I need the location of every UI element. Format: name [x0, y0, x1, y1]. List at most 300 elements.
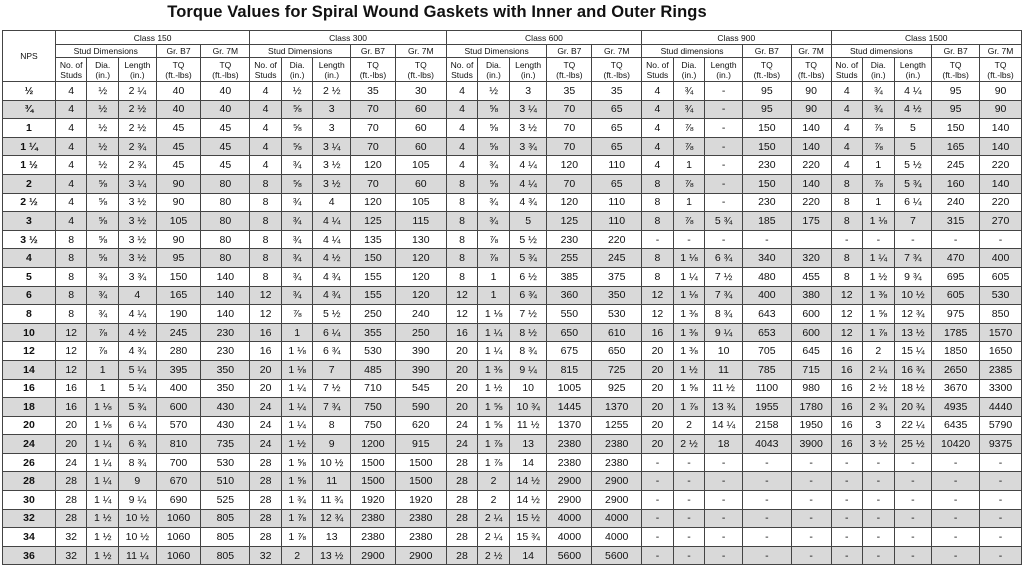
table-cell: 1 ½ — [281, 435, 313, 454]
table-cell: 60 — [395, 100, 446, 119]
table-cell: 1 ⅝ — [281, 453, 313, 472]
table-cell: - — [673, 491, 705, 510]
table-cell: 25 ½ — [894, 435, 932, 454]
table-cell: 380 — [791, 286, 831, 305]
table-cell: 550 — [547, 305, 592, 324]
table-cell: 220 — [592, 230, 642, 249]
table-cell: ⅞ — [87, 323, 119, 342]
table-cell: 4043 — [742, 435, 791, 454]
table-cell: 4 — [642, 156, 674, 175]
table-cell: 240 — [932, 193, 980, 212]
table-cell: 8 — [446, 174, 478, 193]
table-row — [3, 100, 1022, 119]
table-cell: 240 — [395, 305, 446, 324]
table-cell: 24 — [446, 416, 478, 435]
table-cell: 80 — [201, 193, 250, 212]
table-cell: 1370 — [547, 416, 592, 435]
table-cell: 5 ½ — [509, 230, 547, 249]
table-cell: 675 — [547, 342, 592, 361]
table-cell: 15 ½ — [509, 509, 547, 528]
table-row — [3, 323, 1022, 342]
table-cell: 2 ½ — [863, 379, 895, 398]
table-cell: ⅞ — [673, 212, 705, 231]
sub-header-line: (in.) — [905, 69, 921, 80]
sub-header — [250, 58, 282, 82]
table-cell: 1650 — [980, 342, 1022, 361]
table-cell: 1570 — [980, 323, 1022, 342]
table-cell: 2 — [673, 416, 705, 435]
table-cell: - — [932, 491, 980, 510]
table-cell: - — [705, 472, 743, 491]
nps-cell: 1 ¼ — [3, 137, 56, 156]
table-cell: 9 ¾ — [894, 267, 932, 286]
table-cell: 4000 — [592, 509, 642, 528]
table-cell: 185 — [742, 212, 791, 231]
table-cell: 65 — [592, 100, 642, 119]
table-cell: - — [705, 156, 743, 175]
table-cell: 8 — [55, 267, 87, 286]
table-cell: 255 — [547, 249, 592, 268]
table-cell: 160 — [932, 174, 980, 193]
table-cell: 4 ¾ — [313, 286, 351, 305]
table-cell: - — [642, 453, 674, 472]
table-cell: 90 — [156, 230, 201, 249]
table-cell: 220 — [791, 156, 831, 175]
table-cell: 105 — [156, 212, 201, 231]
table-cell: 5 ¼ — [119, 379, 157, 398]
table-cell: - — [705, 100, 743, 119]
table-cell: 35 — [351, 82, 396, 101]
table-cell: 2900 — [547, 491, 592, 510]
table-cell: 5 ½ — [313, 305, 351, 324]
table-cell: 20 — [446, 398, 478, 417]
sub-header-line: Studs — [835, 69, 858, 80]
table-cell: - — [742, 491, 791, 510]
table-cell: - — [791, 472, 831, 491]
table-cell: ⅞ — [673, 137, 705, 156]
sub-header-line: (in.) — [324, 69, 340, 80]
table-cell: 1920 — [351, 491, 396, 510]
table-cell: 3 ¼ — [313, 137, 351, 156]
table-cell: 320 — [791, 249, 831, 268]
table-cell: 510 — [201, 472, 250, 491]
table-cell: 3900 — [791, 435, 831, 454]
table-cell: 2380 — [547, 435, 592, 454]
table-cell: 110 — [592, 156, 642, 175]
table-cell: 8 — [831, 193, 863, 212]
table-cell: 90 — [791, 100, 831, 119]
table-cell: 1255 — [592, 416, 642, 435]
table-cell: 8 — [446, 193, 478, 212]
table-row — [3, 398, 1022, 417]
table-cell: 8 — [446, 249, 478, 268]
table-cell: 16 — [250, 342, 282, 361]
table-cell: 8 — [642, 193, 674, 212]
table-cell: 14 ½ — [509, 472, 547, 491]
sub-header-line: (ft.-lbs) — [603, 69, 630, 80]
table-cell: 1 ¼ — [281, 398, 313, 417]
table-cell: - — [673, 509, 705, 528]
table-cell: 8 ¾ — [119, 453, 157, 472]
table-cell: 150 — [742, 119, 791, 138]
table-cell: 2900 — [351, 546, 396, 565]
table-cell: 230 — [742, 156, 791, 175]
table-cell: 7 ½ — [705, 267, 743, 286]
page-title: Torque Values for Spiral Wound Gaskets with Inner and Outer Rings — [167, 3, 707, 21]
table-cell: 2 — [863, 342, 895, 361]
table-cell: 10 ¾ — [509, 398, 547, 417]
table-cell: 4 — [642, 137, 674, 156]
table-cell: 2380 — [395, 509, 446, 528]
table-cell: 65 — [592, 137, 642, 156]
sub-header — [351, 58, 396, 82]
table-cell: - — [705, 528, 743, 547]
table-cell: 530 — [592, 305, 642, 324]
table-cell: 4935 — [932, 398, 980, 417]
table-cell: 8 ¾ — [509, 342, 547, 361]
table-cell: 65 — [592, 119, 642, 138]
table-cell: - — [705, 174, 743, 193]
table-cell: 5 ½ — [894, 156, 932, 175]
table-cell: 3 ½ — [863, 435, 895, 454]
table-cell: - — [642, 472, 674, 491]
sub-header — [592, 58, 642, 82]
table-cell: ¾ — [281, 212, 313, 231]
table-cell: 1 — [863, 193, 895, 212]
table-cell: 70 — [547, 137, 592, 156]
sub-header-line: Dia. — [289, 59, 305, 70]
table-cell: 1 ¼ — [281, 416, 313, 435]
table-cell: 35 — [547, 82, 592, 101]
table-cell: 1060 — [156, 528, 201, 547]
table-cell: ⅝ — [87, 249, 119, 268]
nps-cell: 34 — [3, 528, 56, 547]
table-cell: 12 ¾ — [894, 305, 932, 324]
table-cell: 815 — [547, 360, 592, 379]
table-cell: 6 ¾ — [705, 249, 743, 268]
table-cell: 11 ¾ — [313, 491, 351, 510]
table-cell: 1 ⅛ — [673, 286, 705, 305]
table-cell: 13 — [313, 528, 351, 547]
table-cell: 40 — [156, 100, 201, 119]
table-cell: 8 — [250, 212, 282, 231]
nps-cell: 1 — [3, 119, 56, 138]
table-cell: 1955 — [742, 398, 791, 417]
table-cell: 4 ½ — [313, 249, 351, 268]
table-cell: 250 — [351, 305, 396, 324]
table-cell: 1 — [673, 193, 705, 212]
sub-header-line: (ft.-lbs) — [987, 69, 1014, 80]
class-header: Class 600 — [446, 31, 641, 45]
table-cell: 620 — [395, 416, 446, 435]
sub-header-line: TQ — [610, 59, 623, 70]
table-cell: 4 — [831, 100, 863, 119]
table-cell: 1 ⅛ — [478, 305, 510, 324]
table-cell: 710 — [351, 379, 396, 398]
table-cell: 135 — [351, 230, 396, 249]
table-cell: 3 ½ — [119, 193, 157, 212]
table-cell: 20 — [55, 416, 87, 435]
table-cell: 12 — [446, 305, 478, 324]
stud-dimensions-header: Stud dimensions — [642, 45, 743, 58]
table-cell: 4 — [642, 82, 674, 101]
table-cell: 6435 — [932, 416, 980, 435]
table-cell: 8 — [250, 193, 282, 212]
table-cell: 3 ½ — [119, 230, 157, 249]
nps-cell: ½ — [3, 82, 56, 101]
grade-b7-header: Gr. B7 — [742, 45, 791, 58]
table-cell: 120 — [395, 267, 446, 286]
table-cell: - — [894, 472, 932, 491]
table-cell: 28 — [250, 453, 282, 472]
table-cell: 750 — [351, 398, 396, 417]
table-cell: 1 ¼ — [863, 249, 895, 268]
class-header: Class 900 — [642, 31, 831, 45]
table-row — [3, 546, 1022, 565]
table-cell: 16 — [831, 398, 863, 417]
sub-header-line: (in.) — [95, 69, 111, 80]
table-cell: 2900 — [592, 472, 642, 491]
table-cell: 350 — [201, 360, 250, 379]
nps-cell: 36 — [3, 546, 56, 565]
table-cell: 20 — [642, 379, 674, 398]
sub-header-line: (in.) — [681, 69, 697, 80]
table-row — [3, 267, 1022, 286]
table-cell: 3300 — [980, 379, 1022, 398]
table-cell: 11 ¼ — [119, 546, 157, 565]
sub-header-line: TQ — [949, 59, 962, 70]
table-cell: ¾ — [281, 267, 313, 286]
table-cell: 4 — [446, 82, 478, 101]
table-cell: 11 ½ — [509, 416, 547, 435]
table-cell: 8 — [831, 174, 863, 193]
table-cell: - — [742, 453, 791, 472]
table-cell: - — [673, 230, 705, 249]
table-cell: 430 — [201, 398, 250, 417]
table-cell: 70 — [547, 119, 592, 138]
table-cell: 70 — [351, 119, 396, 138]
table-cell: 2380 — [592, 453, 642, 472]
table-cell: ½ — [87, 100, 119, 119]
table-cell: 2 ½ — [313, 82, 351, 101]
table-cell: 8 — [55, 305, 87, 324]
table-cell: 850 — [980, 305, 1022, 324]
table-cell: 1 ⅜ — [673, 342, 705, 361]
table-cell: 18 — [705, 435, 743, 454]
table-cell: 5 ¼ — [119, 360, 157, 379]
table-cell: 80 — [201, 230, 250, 249]
table-cell: 115 — [395, 212, 446, 231]
table-cell: 525 — [201, 491, 250, 510]
table-cell: 600 — [156, 398, 201, 417]
sub-header-line: TQ — [805, 59, 818, 70]
table-cell: 28 — [446, 528, 478, 547]
table-cell: 1 ⅜ — [673, 305, 705, 324]
table-cell: 95 — [156, 249, 201, 268]
table-cell: 150 — [156, 267, 201, 286]
table-body — [3, 82, 1022, 565]
table-cell: 140 — [201, 305, 250, 324]
table-cell: ⅞ — [673, 174, 705, 193]
table-cell: 190 — [156, 305, 201, 324]
table-cell: - — [863, 453, 895, 472]
table-cell: 220 — [980, 193, 1022, 212]
table-cell: 3 — [509, 82, 547, 101]
table-cell: 1 ⅛ — [281, 360, 313, 379]
nps-cell: 6 — [3, 286, 56, 305]
table-cell: 3 ¼ — [119, 174, 157, 193]
table-cell: 355 — [351, 323, 396, 342]
table-cell: 1500 — [395, 453, 446, 472]
table-cell: ½ — [478, 82, 510, 101]
sub-header — [119, 58, 157, 82]
nps-cell: 10 — [3, 323, 56, 342]
table-cell: 20 — [250, 379, 282, 398]
table-cell: 530 — [980, 286, 1022, 305]
table-cell: 1005 — [547, 379, 592, 398]
table-cell: 8 — [250, 174, 282, 193]
table-cell: 7 ½ — [313, 379, 351, 398]
table-cell: 220 — [980, 156, 1022, 175]
sub-header — [313, 58, 351, 82]
table-cell: ½ — [87, 137, 119, 156]
table-cell: 4 ¼ — [509, 156, 547, 175]
table-cell: 1 ⅛ — [673, 249, 705, 268]
table-cell: 22 ¼ — [894, 416, 932, 435]
table-cell: 8 — [642, 174, 674, 193]
table-cell: 530 — [351, 342, 396, 361]
table-cell: 150 — [932, 119, 980, 138]
table-cell: 925 — [592, 379, 642, 398]
table-cell: 60 — [395, 174, 446, 193]
table-row — [3, 491, 1022, 510]
table-cell: 7 — [313, 360, 351, 379]
table-cell: 8 — [446, 212, 478, 231]
table-cell: 60 — [395, 119, 446, 138]
nps-cell: 16 — [3, 379, 56, 398]
table-cell: 1 ⅝ — [478, 398, 510, 417]
table-cell: 395 — [156, 360, 201, 379]
table-cell: - — [791, 453, 831, 472]
table-cell: 400 — [742, 286, 791, 305]
table-cell: ⅝ — [87, 174, 119, 193]
table-cell: 4 — [55, 212, 87, 231]
table-cell: 8 — [250, 249, 282, 268]
table-cell: 40 — [201, 100, 250, 119]
table-cell: 80 — [201, 212, 250, 231]
table-cell: 805 — [201, 546, 250, 565]
grade-b7-header: Gr. B7 — [547, 45, 592, 58]
table-row — [3, 509, 1022, 528]
table-cell: ⅝ — [281, 100, 313, 119]
table-cell: 10 ½ — [313, 453, 351, 472]
table-cell: 705 — [742, 342, 791, 361]
table-cell: 30 — [395, 82, 446, 101]
table-cell: 9 — [119, 472, 157, 491]
sub-header — [980, 58, 1022, 82]
table-cell: 12 — [250, 305, 282, 324]
table-cell: 3 ¾ — [119, 267, 157, 286]
table-cell: 4 — [446, 137, 478, 156]
table-cell: ¾ — [478, 156, 510, 175]
table-cell: 20 — [250, 360, 282, 379]
table-cell: 70 — [547, 174, 592, 193]
table-cell: 20 ¾ — [894, 398, 932, 417]
table-cell: 120 — [547, 193, 592, 212]
table-cell: - — [980, 230, 1022, 249]
table-cell: 230 — [201, 342, 250, 361]
table-cell: - — [863, 528, 895, 547]
table-cell: ¾ — [281, 230, 313, 249]
table-cell: 12 — [250, 286, 282, 305]
table-cell: - — [705, 82, 743, 101]
sub-header-line: (ft.-lbs) — [407, 69, 434, 80]
sub-header-line: (ft.-lbs) — [165, 69, 192, 80]
grade-7m-header: Gr. 7M — [592, 45, 642, 58]
table-cell: - — [831, 453, 863, 472]
table-cell: 10 ½ — [119, 528, 157, 547]
table-cell: 13 ½ — [313, 546, 351, 565]
table-cell: 24 — [446, 435, 478, 454]
table-cell: 1500 — [395, 472, 446, 491]
sub-header-line: Dia. — [681, 59, 697, 70]
table-cell: 13 ¾ — [705, 398, 743, 417]
table-cell: - — [980, 546, 1022, 565]
table-cell: ⅝ — [281, 174, 313, 193]
sub-header — [478, 58, 510, 82]
sub-header — [201, 58, 250, 82]
table-cell: 28 — [55, 509, 87, 528]
table-cell: 11 — [705, 360, 743, 379]
table-cell: 2380 — [547, 453, 592, 472]
table-cell: 150 — [742, 174, 791, 193]
sub-header-line: TQ — [367, 59, 379, 70]
table-cell: 1 — [478, 286, 510, 305]
table-cell: 725 — [592, 360, 642, 379]
table-cell: - — [642, 230, 674, 249]
table-cell: - — [791, 546, 831, 565]
table-cell: 2158 — [742, 416, 791, 435]
table-cell: - — [980, 453, 1022, 472]
table-cell: - — [673, 546, 705, 565]
table-cell: 385 — [547, 267, 592, 286]
table-cell: 140 — [201, 286, 250, 305]
table-cell: 1 — [281, 323, 313, 342]
table-cell: 125 — [547, 212, 592, 231]
table-cell: - — [742, 546, 791, 565]
table-cell: ¾ — [281, 249, 313, 268]
table-row — [3, 212, 1022, 231]
table-cell: 390 — [395, 360, 446, 379]
table-cell: 1 ⅜ — [673, 323, 705, 342]
table-cell: - — [894, 491, 932, 510]
table-cell: ⅞ — [863, 174, 895, 193]
table-cell: - — [894, 230, 932, 249]
table-cell: 70 — [547, 100, 592, 119]
table-cell: 230 — [742, 193, 791, 212]
table-cell: ¾ — [863, 100, 895, 119]
table-cell: 1 ⅝ — [478, 416, 510, 435]
table-cell: - — [980, 509, 1022, 528]
table-cell: 245 — [932, 156, 980, 175]
table-cell: 1 ¼ — [87, 435, 119, 454]
table-cell: ¾ — [863, 82, 895, 101]
table-cell: 10420 — [932, 435, 980, 454]
table-cell: ⅞ — [87, 342, 119, 361]
table-cell: - — [642, 509, 674, 528]
table-cell: 11 ½ — [705, 379, 743, 398]
table-cell: 20 — [642, 435, 674, 454]
